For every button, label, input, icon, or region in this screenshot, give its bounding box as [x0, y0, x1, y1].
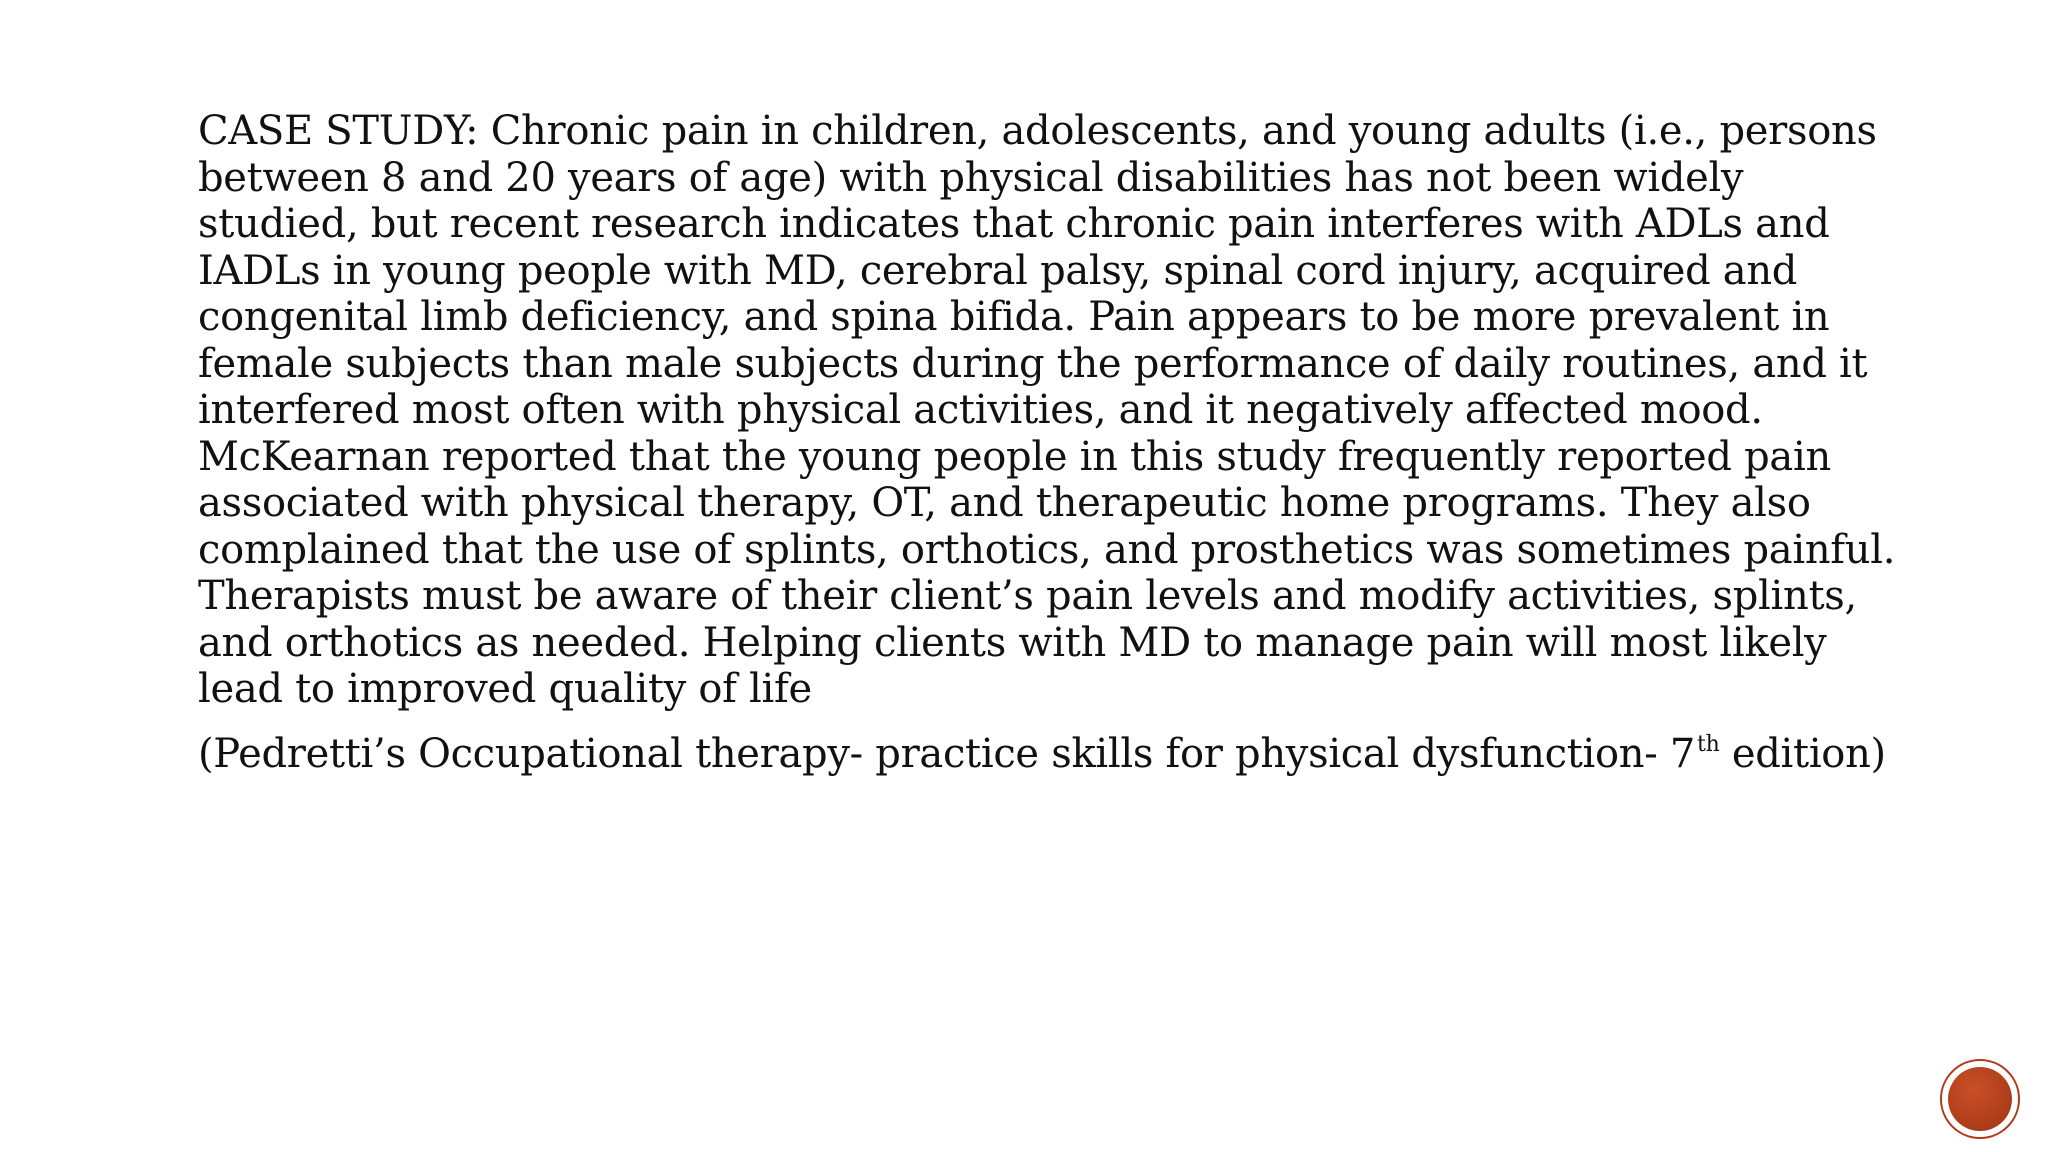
case-study-paragraph: CASE STUDY: Chronic pain in children, adolescents, and young adults (i.e., persons between 8 and 20 years of age) with physical disabilities has not been widely studied, but recent research indicates that chronic pain interferes with ADLs and IADLs in young people with MD, cerebral palsy, spinal cord injury, acquired and congenital limb deficiency, and spina bifida. Pain appears to be more prevalent in female subjects than male subjects during the performance of daily routines, and it interfered most often with physical activities, and it negatively affected mood. McKearnan reported that the young people in this study frequently reported pain associated with physical therapy, OT, and therapeutic home programs. They also complained that the use of splints, orthotics, and prosthetics was sometimes painful. Therapists must be aware of their client’s pain levels and modify activities, splints, and orthotics as needed. Helping clients with MD to manage pain will most likely lead to improved quality of life	[198, 108, 1896, 712]
slide-decoration-circle-fill	[1948, 1067, 2012, 1131]
citation	[198, 731, 1898, 778]
citation-suffix: edition)	[1719, 730, 1886, 777]
citation-prefix: (Pedretti’s Occupational therapy- practice skills for physical dysfunction- 7	[198, 730, 1696, 777]
slide-decoration-circle-icon	[1940, 1059, 2020, 1139]
slide-content	[198, 108, 1898, 777]
citation-superscript: th	[1697, 731, 1720, 757]
